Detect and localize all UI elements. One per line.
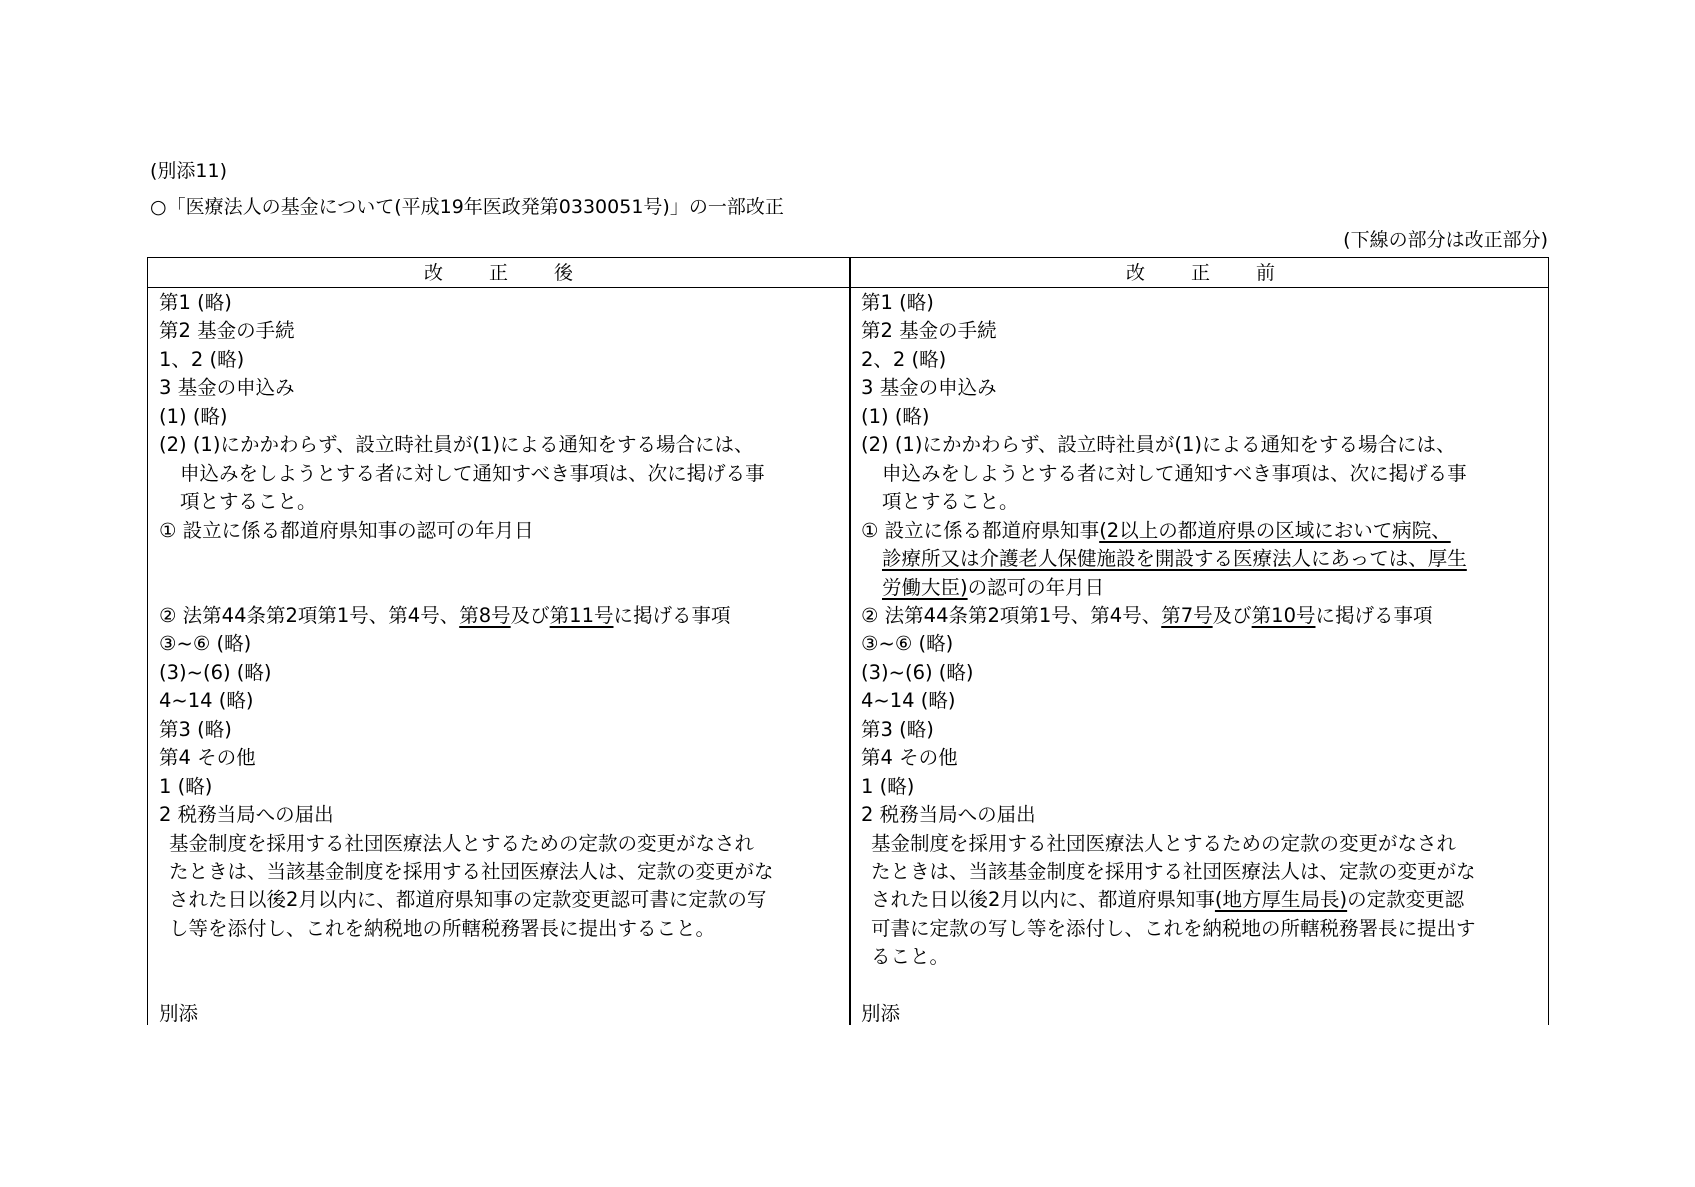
text-segment: 2 税務当局への届出 — [159, 803, 334, 827]
text-line — [861, 519, 1451, 543]
text-segment: 申込みをしようとする者に対して通知すべき事項は、次に掲げる事 — [180, 461, 765, 485]
text-segment: 1 (略) — [159, 774, 213, 798]
text-line — [159, 632, 251, 656]
text-line — [861, 832, 1456, 856]
text-line — [159, 832, 754, 856]
text-segment: 項とすること。 — [180, 490, 317, 514]
text-line — [159, 319, 295, 343]
text-line — [861, 746, 958, 770]
amended-text: (2以上の都道府県の区域において病院、 — [1099, 518, 1451, 542]
text-segment: 項とすること。 — [882, 490, 1019, 514]
amended-text: 第8号 — [459, 603, 511, 627]
text-segment: ③~⑥ (略) — [159, 632, 252, 656]
text-segment: (3)~(6) (略) — [861, 660, 974, 684]
text-segment: (2) (1)にかかわらず、設立時社員が(1)による通知をする場合には、 — [861, 433, 1456, 457]
text-line — [159, 462, 765, 486]
text-segment: 第1 (略) — [159, 291, 232, 314]
text-line — [861, 689, 955, 713]
text-segment: (1) (略) — [159, 404, 228, 428]
text-line — [861, 1002, 900, 1026]
text-line — [159, 490, 317, 514]
text-segment: たときは、当該基金制度を採用する社団医療法人は、定款の変更がな — [871, 860, 1476, 883]
text-segment: 第4 その他 — [159, 746, 256, 770]
text-segment: 及び — [510, 603, 550, 627]
text-line — [861, 348, 946, 372]
text-segment: (1) (略) — [861, 404, 930, 428]
text-segment: 4~14 (略) — [861, 689, 956, 713]
text-segment: に掲げる事項 — [613, 603, 731, 627]
text-line — [861, 917, 1476, 941]
text-line — [861, 319, 997, 343]
comparison-table — [147, 257, 1549, 1025]
text-line — [861, 888, 1464, 912]
text-segment: ① 設立に係る都道府県知事の認可の年月日 — [159, 518, 534, 542]
text-line — [159, 718, 232, 742]
text-segment: 4~14 (略) — [159, 689, 254, 713]
text-segment: 第3 (略) — [159, 717, 232, 741]
text-segment: ③~⑥ (略) — [861, 632, 954, 656]
text-segment: 基金制度を採用する社団医療法人とするための定款の変更がなされ — [871, 831, 1457, 855]
text-segment: 2、2 (略) — [861, 347, 947, 371]
text-line — [861, 661, 974, 685]
amended-text: 診療所又は介護老人保健施設を開設する医療法人にあっては、厚生 — [882, 547, 1467, 571]
text-line — [159, 661, 272, 685]
text-line — [861, 547, 1467, 571]
text-line — [861, 576, 1104, 600]
text-line — [159, 433, 754, 457]
text-segment: 及び — [1212, 603, 1252, 627]
text-line — [861, 775, 914, 799]
underline-note: (下線の部分は改正部分) — [1343, 229, 1548, 251]
text-segment: 第2 基金の手続 — [159, 319, 295, 343]
text-segment: の認可の年月日 — [967, 575, 1105, 599]
text-line — [861, 604, 1433, 628]
text-segment: ① 設立に係る都道府県知事 — [861, 518, 1100, 542]
text-segment: 3 基金の申込み — [159, 376, 295, 400]
text-segment: 申込みをしようとする者に対して通知すべき事項は、次に掲げる事 — [882, 461, 1467, 485]
column-divider — [849, 258, 851, 1025]
text-line — [159, 519, 534, 543]
text-line — [861, 718, 934, 742]
text-line — [861, 405, 930, 429]
text-line — [861, 945, 949, 969]
text-line — [159, 775, 212, 799]
text-segment: ること。 — [871, 945, 950, 969]
text-segment: された日以後2月以内に、都道府県知事の定款変更認可書に定款の写 — [169, 888, 767, 912]
text-line — [861, 860, 1476, 884]
text-line — [159, 1002, 198, 1026]
amended-text: (地方厚生局長) — [1214, 888, 1348, 912]
text-segment: ② 法第44条第2項第1号、第4号、 — [861, 603, 1162, 627]
text-segment: ② 法第44条第2項第1号、第4号、 — [159, 603, 460, 627]
text-line — [159, 888, 766, 912]
document-title: ○「医療法人の基金について(平成19年医政発第0330051号)」の一部改正 — [150, 196, 784, 218]
text-line — [861, 632, 953, 656]
text-segment: 第3 (略) — [861, 717, 934, 741]
text-segment: 3 基金の申込み — [861, 376, 997, 400]
text-line — [861, 462, 1467, 486]
text-segment: 2 税務当局への届出 — [861, 803, 1036, 827]
text-segment: 1、2 (略) — [159, 347, 245, 371]
text-segment: の定款変更認 — [1347, 888, 1465, 912]
text-line — [861, 291, 934, 315]
text-segment: たときは、当該基金制度を採用する社団医療法人は、定款の変更がな — [169, 860, 774, 883]
amended-text: 労働大臣) — [882, 575, 968, 599]
header-after-revision: 改正後 — [423, 262, 619, 284]
text-segment: 可書に定款の写し等を添付し、これを納税地の所轄税務署長に提出す — [871, 916, 1476, 940]
text-segment: 第2 基金の手続 — [861, 319, 997, 343]
text-segment: (2) (1)にかかわらず、設立時社員が(1)による通知をする場合には、 — [159, 433, 754, 457]
text-segment: 基金制度を採用する社団医療法人とするための定款の変更がなされ — [169, 831, 755, 855]
text-line — [159, 376, 295, 400]
text-segment: 第1 (略) — [861, 291, 934, 314]
amended-text: 第10号 — [1251, 603, 1316, 627]
text-segment: (3)~(6) (略) — [159, 660, 272, 684]
text-line — [159, 803, 334, 827]
text-line — [159, 746, 256, 770]
text-line — [159, 604, 731, 628]
text-line — [159, 860, 774, 884]
annex-label: (別添11) — [150, 160, 228, 182]
text-line — [159, 405, 228, 429]
amended-text: 第11号 — [549, 603, 614, 627]
text-line — [861, 803, 1036, 827]
amended-text: 第7号 — [1161, 603, 1213, 627]
text-line — [159, 689, 253, 713]
text-line — [159, 291, 232, 315]
header-before-revision: 改正前 — [1125, 262, 1321, 284]
text-segment: に掲げる事項 — [1315, 603, 1433, 627]
text-line — [861, 433, 1456, 457]
table-header-row — [148, 258, 1548, 288]
text-segment: 1 (略) — [861, 774, 915, 798]
text-segment: 第4 その他 — [861, 746, 958, 770]
text-segment: された日以後2月以内に、都道府県知事 — [871, 888, 1215, 912]
text-segment: 別添 — [861, 1002, 901, 1026]
text-line — [861, 376, 997, 400]
text-line — [159, 348, 244, 372]
text-line — [159, 917, 715, 941]
text-segment: し等を添付し、これを納税地の所轄税務署長に提出すること。 — [169, 916, 716, 940]
text-segment: 別添 — [159, 1002, 199, 1026]
text-line — [861, 490, 1019, 514]
